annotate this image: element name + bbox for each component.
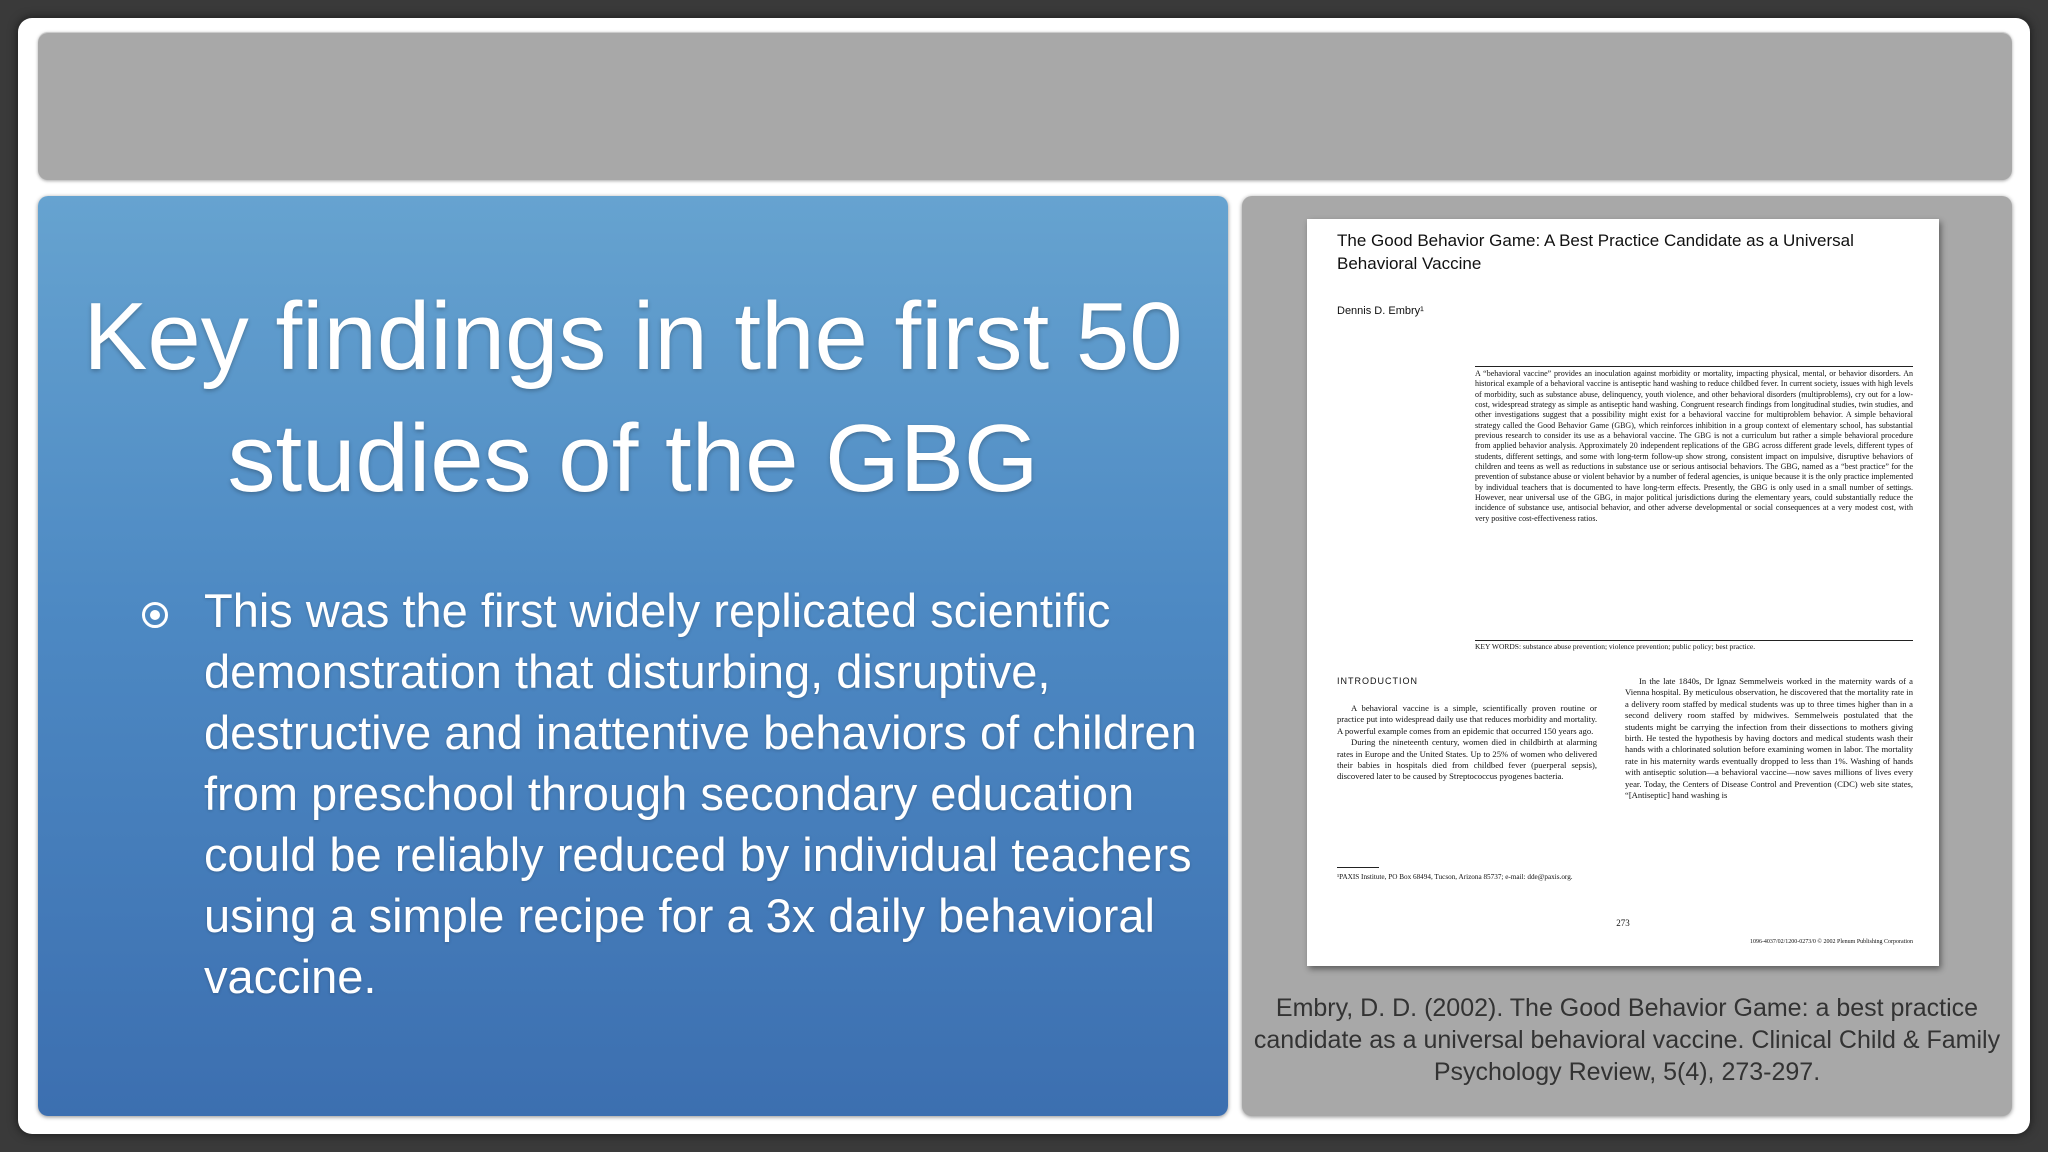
intro-heading: INTRODUCTION [1337, 676, 1418, 686]
slide-title: Key findings in the first 50 studies of the GBG [83, 283, 1183, 512]
paper-right-column [1625, 676, 1913, 801]
intro-paragraph: A behavioral vaccine is a simple, scientifically proven routine or practice put into widespread daily use that reduces morbidity and mortality. A powerful example comes from an epidemic that occurred 150 years ago. [1337, 703, 1597, 736]
intro-paragraph: During the nineteenth century, women died in childbirth at alarming rates in Europe and the United States. Up to 25% of women who delivered their babies in hospitals died from childbed fever (puerperal sepsis), discovered later to be caused by Streptococcus pyogenes bacteria. [1337, 737, 1597, 782]
image-panel [1242, 196, 2012, 1116]
paper-author: Dennis D. Embry¹ [1337, 305, 1424, 317]
paper-keywords: KEY WORDS: substance abuse prevention; violence prevention; public policy; best practice. [1475, 642, 1756, 651]
citation-text: Embry, D. D. (2002). The Good Behavior Game: a best practice candidate as a universal behavioral vaccine. Clinical Child & Family Psychology Review, 5(4), 273-297. [1253, 994, 2001, 1086]
paper-abstract: A “behavioral vaccine” provides an inoculation against morbidity or mortality, impacting physical, mental, or behavior disorders. An historical example of a behavioral vaccine is antiseptic hand washing to reduce childbed fever. In current society, issues with high levels of morbidity, such as substance abuse, delinquency, youth violence, and other behavioral disorders (multiproblems), cry out for a low-cost, widespread strategy as simple as antiseptic hand washing. Congruent research findings from longitudinal studies, twin studies, and other investigations suggest that a possibility might exist for a behavioral vaccine for multiproblem behavior. A simple behavioral strategy called the Good Behavior Game (GBG), which reinforces inhibition in a group context of elementary school, has substantial previous research to consider its use as a behavioral vaccine. The GBG is not a curriculum but rather a simple behavioral procedure from applied behavior analysis. Approximately 20 independent replications of the GBG across different grade levels, different types of students, different settings, and some with long-term follow-up show strong, consistent impact on impulsive, disruptive behaviors of children and teens as well as reductions in substance use or serious antisocial behaviors. The GBG, named as a “best practice” for the prevention of substance abuse or violent behavior by a number of federal agencies, is unique because it is the only practice implemented by individual teachers that is documented to have long-term effects. Presently, the GBG is only used in a small number of settings. However, near universal use of the GBG, in major political jurisdictions during the elementary years, could substantially reduce the incidence of substance use, antisocial behavior, and other adverse developmental or social consequences at a very modest cost, with very positive cost-effectiveness ratios. [1475, 369, 1913, 523]
paper-copyright: 1096-4037/02/1200-0273/0 © 2002 Plenum Publishing Corporation [1749, 939, 1913, 945]
paper-left-column [1337, 703, 1597, 783]
paper-page-image [1307, 219, 1939, 966]
radio-bullet-icon [142, 602, 168, 628]
right-paragraph: In the late 1840s, Dr Ignaz Semmelweis worked in the maternity wards of a Vienna hospital. By meticulous observation, he discovered that the mortality rate in a delivery room staffed by medical students was up to three times higher than in a second delivery room staffed by midwives. Semmelweis postulated that the students might be carrying the infection from their dissections to mothers giving birth. He tested the hypothesis by having doctors and medical students wash their hands with a chlorinated solution before examining women in labor. The mortality rate in his maternity wards eventually dropped to less than 1%. Washing of hands with antiseptic solution—a behavioral vaccine—now saves millions of lives every year. Today, the Centers of Disease Control and Prevention (CDC) web site states, “[Antiseptic] hand washing is [1625, 676, 1913, 801]
header-bar [38, 32, 2012, 180]
keywords-rule [1475, 640, 1913, 641]
abstract-rule [1475, 366, 1913, 367]
paper-title: The Good Behavior Game: A Best Practice Candidate as a Universal Behavioral Vaccine [1337, 231, 1854, 273]
paper-footnote: ¹PAXIS Institute, PO Box 68494, Tucson, Arizona 85737; e-mail: dde@paxis.org. [1337, 873, 1573, 881]
content-panel [38, 196, 1228, 1116]
footnote-rule [1337, 867, 1379, 868]
page-number: 273 [1616, 918, 1630, 928]
bullet-text: This was the first widely replicated scientific demonstration that disturbing, disruptive, destructive and inattentive behaviors of children from preschool through secondary education could be reliably reduced by individual teachers using a simple recipe for a 3x daily behavioral vaccine. [204, 584, 1197, 1003]
